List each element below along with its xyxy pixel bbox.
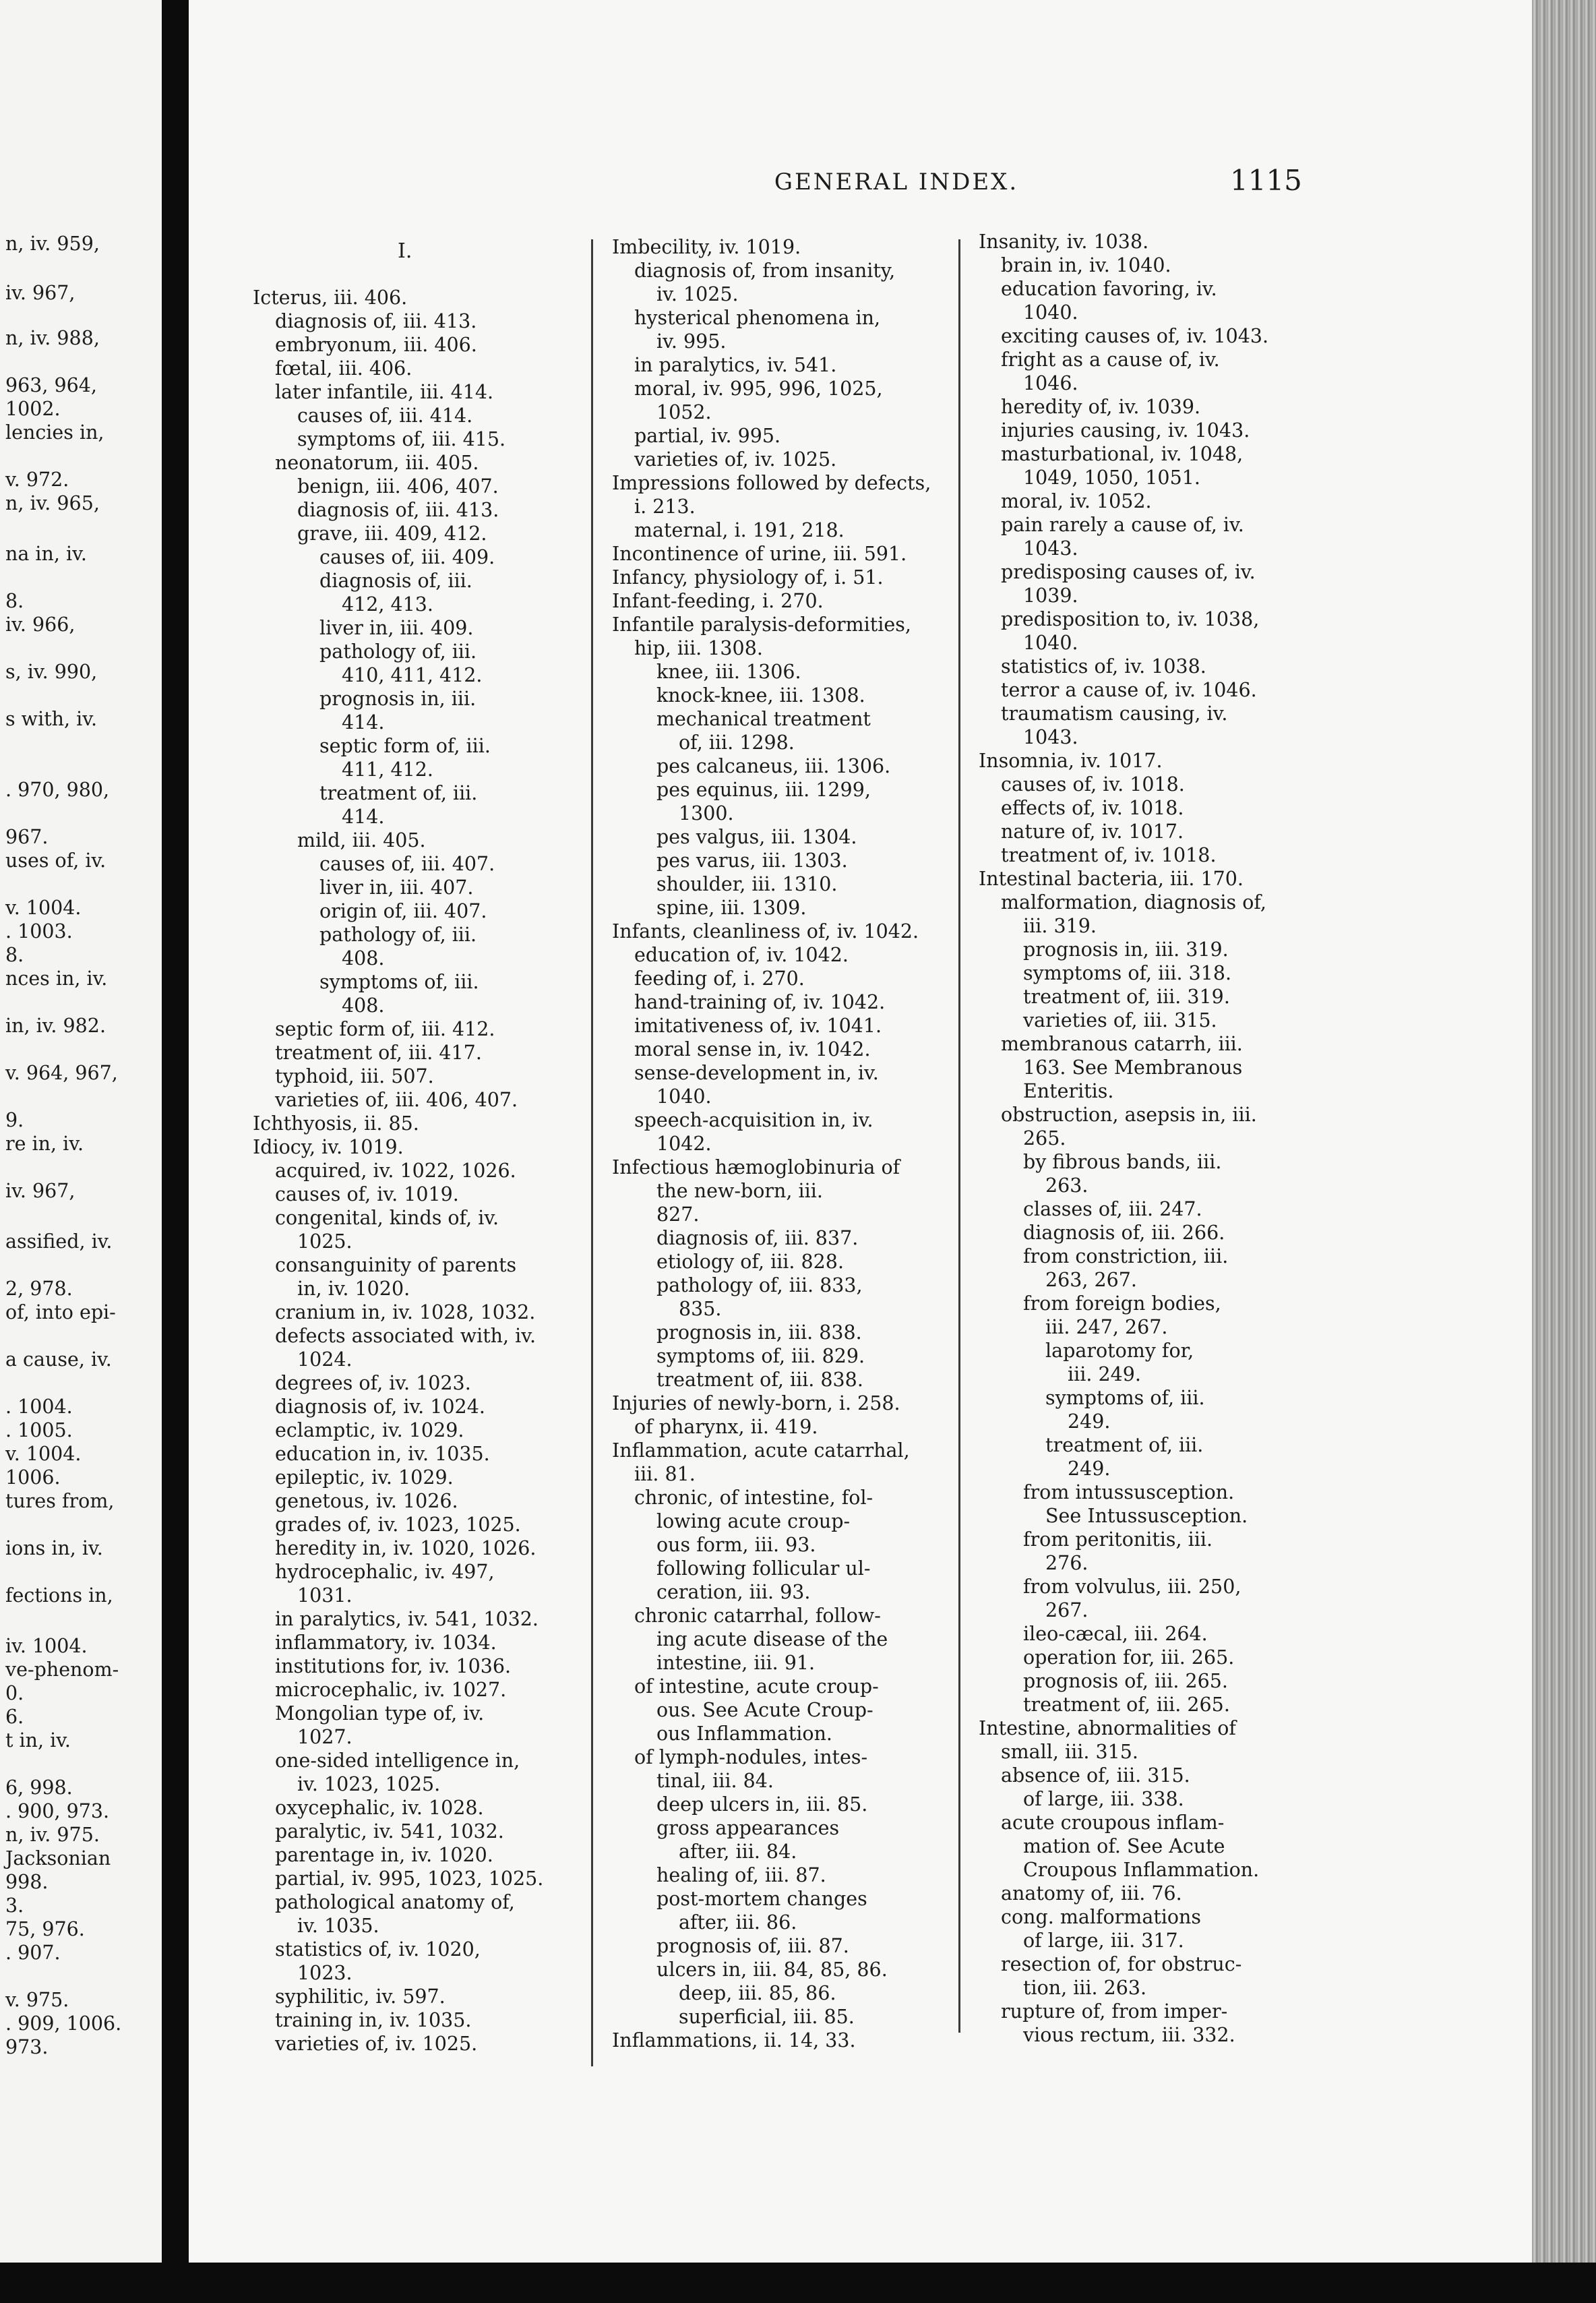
index-entry: 414. [342, 711, 385, 734]
index-entry: oxycephalic, iv. 1028. [275, 1797, 484, 1819]
index-entry: spine, iii. 1309. [656, 897, 807, 919]
facing-page-fragment: . 900, 973. [5, 1800, 110, 1822]
index-entry: in paralytics, iv. 541, 1032. [275, 1608, 539, 1630]
index-entry: Impressions followed by defects, [612, 472, 931, 494]
facing-page-fragment: na in, iv. [5, 543, 87, 565]
index-entry: heredity of, iv. 1039. [1001, 396, 1201, 418]
index-entry: 1031. [297, 1584, 352, 1607]
index-entry: symptoms of, iii. [1045, 1387, 1205, 1409]
index-entry: prognosis of, iii. 87. [656, 1935, 849, 1957]
index-entry: 1040. [1023, 301, 1078, 324]
facing-page-fragment: v. 1004. [5, 897, 82, 919]
index-entry: iii. 81. [634, 1463, 696, 1485]
facing-page-fragment: 963, 964, [5, 374, 97, 396]
index-entry: Idiocy, iv. 1019. [253, 1136, 404, 1158]
index-entry: sense-development in, iv. [634, 1062, 879, 1084]
index-entry: treatment of, iii. 319. [1023, 986, 1230, 1008]
facing-page-fragment: v. 1004. [5, 1443, 82, 1465]
index-entry: operation for, iii. 265. [1023, 1646, 1235, 1669]
index-entry: etiology of, iii. 828. [656, 1251, 845, 1273]
facing-page-fragment: n, iv. 988, [5, 327, 100, 349]
index-entry: Insomnia, iv. 1017. [979, 750, 1163, 772]
facing-page-fragment: iv. 966, [5, 614, 75, 636]
index-entry: varieties of, iv. 1025. [634, 448, 837, 471]
index-entry: ing acute disease of the [656, 1628, 888, 1650]
index-entry: pes calcaneus, iii. 1306. [656, 755, 891, 777]
index-entry: ceration, iii. 93. [656, 1581, 811, 1603]
index-entry: hand-training of, iv. 1042. [634, 991, 886, 1013]
index-entry: causes of, iii. 414. [297, 405, 473, 427]
section-letter: I. [398, 239, 412, 263]
index-entry: pathology of, iii. [319, 640, 477, 663]
index-entry: mation of. See Acute [1023, 1835, 1225, 1857]
index-entry: Infectious hæmoglobinuria of [612, 1156, 900, 1178]
index-entry: embryonum, iii. 406. [275, 334, 477, 356]
index-entry: maternal, i. 191, 218. [634, 519, 845, 541]
index-entry: treatment of, iii. 838. [656, 1369, 863, 1391]
index-entry: Enteritis. [1023, 1080, 1114, 1102]
index-entry: 249. [1068, 1410, 1111, 1433]
index-entry: shoulder, iii. 1310. [656, 873, 838, 895]
index-entry: 835. [679, 1298, 722, 1320]
index-entry: 827. [656, 1203, 700, 1226]
index-entry: from volvulus, iii. 250, [1023, 1576, 1241, 1598]
index-entry: obstruction, asepsis in, iii. [1001, 1104, 1257, 1126]
index-entry: following follicular ul- [656, 1557, 871, 1580]
index-entry: ileo-cæcal, iii. 264. [1023, 1623, 1208, 1645]
index-entry: feeding of, i. 270. [634, 967, 805, 990]
facing-page-fragment: iv. 1004. [5, 1635, 88, 1657]
index-entry: moral, iv. 995, 996, 1025, [634, 378, 883, 400]
index-entry: iv. 1025. [656, 283, 739, 305]
index-entry: pain rarely a cause of, iv. [1001, 514, 1244, 536]
index-entry: eclamptic, iv. 1029. [275, 1419, 464, 1441]
index-entry: Injuries of newly-born, i. 258. [612, 1392, 900, 1414]
index-entry: Insanity, iv. 1038. [979, 231, 1149, 253]
index-entry: laparotomy for, [1045, 1340, 1194, 1362]
facing-page-fragment: s with, iv. [5, 708, 98, 730]
index-entry: Infantile paralysis-deformities, [612, 614, 911, 636]
index-entry: treatment of, iii. 417. [275, 1042, 482, 1064]
index-entry: predisposition to, iv. 1038, [1001, 608, 1260, 630]
index-entry: the new-born, iii. [656, 1180, 823, 1202]
index-entry: 1052. [656, 401, 712, 423]
index-entry: rupture of, from imper- [1001, 2000, 1228, 2023]
index-entry: ous. See Acute Croup- [656, 1699, 873, 1721]
index-entry: iv. 1023, 1025. [297, 1773, 441, 1795]
index-entry: terror a cause of, iv. 1046. [1001, 679, 1257, 701]
facing-page-fragment: ions in, iv. [5, 1537, 103, 1559]
index-entry: knee, iii. 1306. [656, 661, 801, 683]
facing-page-fragment: ve-phenom- [5, 1658, 119, 1681]
index-entry: Incontinence of urine, iii. 591. [612, 543, 907, 565]
index-entry: 1040. [656, 1085, 712, 1108]
index-entry: 1027. [297, 1726, 352, 1748]
index-entry: effects of, iv. 1018. [1001, 797, 1184, 819]
index-entry: 1049, 1050, 1051. [1023, 467, 1200, 489]
book-gutter [162, 0, 189, 2303]
index-entry: diagnosis of, iv. 1024. [275, 1396, 485, 1418]
facing-page-fragment: tures from, [5, 1490, 115, 1512]
index-entry: pathology of, iii. [319, 924, 477, 946]
index-entry: traumatism causing, iv. [1001, 702, 1228, 725]
facing-page-fragment: nces in, iv. [5, 967, 108, 990]
index-entry: 412, 413. [342, 593, 433, 616]
index-entry: Intestine, abnormalities of [979, 1717, 1236, 1739]
facing-page-fragment: . 970, 980, [5, 779, 110, 801]
index-entry: pathology of, iii. 833, [656, 1274, 863, 1296]
index-entry: 249. [1068, 1458, 1111, 1480]
index-entry: later infantile, iii. 414. [275, 381, 494, 403]
index-entry: 411, 412. [342, 758, 433, 781]
index-entry: chronic catarrhal, follow- [634, 1605, 881, 1627]
index-entry: varieties of, iii. 315. [1023, 1009, 1217, 1031]
index-entry: genetous, iv. 1026. [275, 1490, 458, 1512]
index-entry: consanguinity of parents [275, 1254, 517, 1276]
facing-page-fragment: 3. [5, 1894, 24, 1917]
facing-page-fragment: s, iv. 990, [5, 661, 98, 683]
facing-page-fragment: iv. 967, [5, 1180, 75, 1202]
index-entry: pes equinus, iii. 1299, [656, 779, 871, 801]
index-entry: iii. 249. [1068, 1363, 1141, 1385]
index-entry: 410, 411, 412. [342, 664, 483, 686]
index-entry: Inflammation, acute catarrhal, [612, 1439, 910, 1462]
index-entry: prognosis in, iii. 838. [656, 1321, 862, 1344]
facing-page-fragment: 998. [5, 1871, 49, 1893]
index-entry: statistics of, iv. 1020, [275, 1938, 481, 1961]
index-entry: varieties of, iv. 1025. [275, 2033, 478, 2055]
index-entry: diagnosis of, iii. 837. [656, 1227, 859, 1249]
facing-page-fragment: 0. [5, 1682, 24, 1704]
index-entry: Icterus, iii. 406. [253, 287, 408, 309]
index-entry: varieties of, iii. 406, 407. [275, 1089, 518, 1111]
index-entry: microcephalic, iv. 1027. [275, 1679, 507, 1701]
index-entry: 1043. [1023, 726, 1078, 748]
index-entry: ous form, iii. 93. [656, 1534, 816, 1556]
index-entry: 1300. [679, 802, 734, 825]
facing-page-fragment: 6. [5, 1706, 24, 1728]
index-entry: 1042. [656, 1133, 712, 1155]
index-entry: paralytic, iv. 541, 1032. [275, 1820, 504, 1843]
index-entry: treatment of, iii. [1045, 1434, 1204, 1456]
facing-page-fragment: a cause, iv. [5, 1348, 112, 1371]
facing-page-fragment: n, iv. 975. [5, 1824, 100, 1846]
index-entry: iv. 995. [656, 330, 727, 353]
facing-page-fragment: . 909, 1006. [5, 2012, 122, 2035]
index-entry: superficial, iii. 85. [679, 2006, 855, 2028]
index-entry: degrees of, iv. 1023. [275, 1372, 471, 1394]
index-entry: prognosis in, iii. 319. [1023, 938, 1229, 961]
index-entry: statistics of, iv. 1038. [1001, 655, 1206, 678]
index-entry: of pharynx, ii. 419. [634, 1416, 818, 1438]
index-entry: Ichthyosis, ii. 85. [253, 1112, 419, 1135]
index-entry: hip, iii. 1308. [634, 637, 763, 659]
facing-page-fragment: . 907. [5, 1942, 61, 1964]
index-entry: Infants, cleanliness of, iv. 1042. [612, 920, 919, 943]
index-entry: typhoid, iii. 507. [275, 1065, 434, 1087]
facing-page-fragment: 75, 976. [5, 1918, 85, 1940]
facing-page-fragment: Jacksonian [5, 1847, 111, 1870]
index-entry: liver in, iii. 409. [319, 617, 474, 639]
index-entry: acquired, iv. 1022, 1026. [275, 1160, 516, 1182]
facing-page-fragment: lencies in, [5, 421, 104, 444]
index-entry: of intestine, acute croup- [634, 1675, 879, 1698]
facing-page-fragment: t in, iv. [5, 1729, 71, 1752]
index-entry: inflammatory, iv. 1034. [275, 1632, 497, 1654]
index-entry: hysterical phenomena in, [634, 307, 881, 329]
index-entry: treatment of, iii. 265. [1023, 1694, 1230, 1716]
index-entry: classes of, iii. 247. [1023, 1198, 1202, 1220]
facing-page-fragment: 1006. [5, 1466, 61, 1489]
index-entry: education of, iv. 1042. [634, 944, 849, 966]
index-entry: predisposing causes of, iv. [1001, 561, 1256, 583]
index-entry: diagnosis of, iii. 413. [275, 310, 477, 332]
index-page [189, 0, 1532, 2263]
index-entry: origin of, iii. 407. [319, 900, 487, 922]
index-entry: of lymph-nodules, intes- [634, 1746, 868, 1768]
facing-page-fragment: . 1004. [5, 1396, 73, 1418]
index-entry: 1025. [297, 1230, 352, 1253]
index-entry: small, iii. 315. [1001, 1741, 1138, 1763]
facing-page-fragment: of, into epi- [5, 1301, 116, 1323]
facing-page-fragment: 6, 998. [5, 1776, 73, 1799]
index-entry: defects associated with, iv. [275, 1325, 536, 1347]
index-entry: intestine, iii. 91. [656, 1652, 816, 1674]
index-entry: syphilitic, iv. 597. [275, 1985, 446, 2008]
index-entry: of large, iii. 317. [1023, 1930, 1184, 1952]
index-entry: causes of, iv. 1019. [275, 1183, 459, 1205]
index-entry: education in, iv. 1035. [275, 1443, 490, 1465]
index-entry: iii. 319. [1023, 915, 1097, 937]
index-entry: 1040. [1023, 632, 1078, 654]
index-entry: diagnosis of, iii. [319, 570, 472, 592]
facing-page-fragment: re in, iv. [5, 1133, 84, 1155]
index-entry: heredity in, iv. 1020, 1026. [275, 1537, 536, 1559]
index-entry: injuries causing, iv. 1043. [1001, 419, 1250, 442]
index-entry: causes of, iv. 1018. [1001, 773, 1185, 796]
index-entry: ous Inflammation. [656, 1723, 832, 1745]
facing-page-fragment: 8. [5, 590, 24, 612]
index-entry: tinal, iii. 84. [656, 1770, 774, 1792]
index-entry: malformation, diagnosis of, [1001, 891, 1266, 914]
index-entry: 414. [342, 806, 385, 828]
index-entry: lowing acute croup- [656, 1510, 851, 1532]
index-entry: prognosis in, iii. [319, 688, 477, 710]
index-entry: mechanical treatment [656, 708, 871, 730]
index-entry: diagnosis of, from insanity, [634, 260, 896, 282]
index-entry: knock-knee, iii. 1308. [656, 684, 865, 707]
index-entry: masturbational, iv. 1048, [1001, 443, 1244, 465]
index-entry: absence of, iii. 315. [1001, 1764, 1190, 1787]
index-entry: 408. [342, 947, 385, 969]
index-entry: diagnosis of, iii. 266. [1023, 1222, 1225, 1244]
index-entry: septic form of, iii. 412. [275, 1018, 495, 1040]
index-entry: symptoms of, iii. 829. [656, 1345, 865, 1367]
index-entry: grave, iii. 409, 412. [297, 522, 487, 545]
index-entry: deep ulcers in, iii. 85. [656, 1793, 868, 1816]
facing-page-fragment: in, iv. 982. [5, 1015, 106, 1037]
index-entry: 263. [1045, 1174, 1088, 1197]
index-entry: partial, iv. 995. [634, 425, 781, 447]
index-entry: pes valgus, iii. 1304. [656, 826, 857, 848]
facing-page-fragment: v. 964, 967, [5, 1062, 118, 1084]
facing-page [0, 0, 162, 2303]
index-entry: speech-acquisition in, iv. [634, 1109, 873, 1131]
index-entry: grades of, iv. 1023, 1025. [275, 1514, 521, 1536]
index-entry: treatment of, iii. [319, 782, 478, 804]
index-entry: Mongolian type of, iv. [275, 1702, 485, 1725]
index-entry: causes of, iii. 407. [319, 853, 495, 875]
index-entry: acute croupous inflam- [1001, 1812, 1225, 1834]
index-entry: congenital, kinds of, iv. [275, 1207, 499, 1229]
column-rule [958, 239, 960, 2033]
page-edges [1532, 0, 1596, 2303]
index-entry: from constriction, iii. [1023, 1245, 1229, 1267]
running-title: GENERAL INDEX. [774, 169, 1019, 196]
index-entry: diagnosis of, iii. 413. [297, 499, 499, 521]
index-entry: tion, iii. 263. [1023, 1977, 1147, 1999]
index-entry: cong. malformations [1001, 1906, 1202, 1928]
facing-page-fragment: v. 972. [5, 469, 69, 491]
index-entry: 267. [1045, 1599, 1088, 1621]
index-entry: neonatorum, iii. 405. [275, 452, 479, 474]
index-entry: fœtal, iii. 406. [275, 357, 412, 380]
index-entry: brain in, iv. 1040. [1001, 254, 1171, 276]
index-entry: nature of, iv. 1017. [1001, 820, 1184, 843]
index-entry: partial, iv. 995, 1023, 1025. [275, 1867, 544, 1890]
index-entry: Infant-feeding, i. 270. [612, 590, 824, 612]
index-entry: pathological anatomy of, [275, 1891, 515, 1913]
facing-page-fragment: 967. [5, 826, 49, 848]
facing-page-fragment: n, iv. 965, [5, 492, 100, 514]
index-entry: of, iii. 1298. [679, 731, 795, 754]
index-entry: iii. 247, 267. [1045, 1316, 1168, 1338]
index-entry: exciting causes of, iv. 1043. [1001, 325, 1269, 347]
index-entry: one-sided intelligence in, [275, 1749, 520, 1772]
index-entry: moral, iv. 1052. [1001, 490, 1152, 512]
index-entry: 263, 267. [1045, 1269, 1137, 1291]
index-entry: from foreign bodies, [1023, 1292, 1221, 1315]
index-entry: 265. [1023, 1127, 1066, 1149]
index-entry: moral sense in, iv. 1042. [634, 1038, 871, 1060]
facing-page-fragment: . 1005. [5, 1419, 73, 1441]
index-entry: after, iii. 86. [679, 1911, 797, 1934]
index-entry: benign, iii. 406, 407. [297, 475, 499, 498]
index-entry: Infancy, physiology of, i. 51. [612, 566, 884, 589]
facing-page-fragment: n, iv. 959, [5, 233, 100, 255]
index-entry: See Intussusception. [1045, 1505, 1248, 1527]
index-entry: by fibrous bands, iii. [1023, 1151, 1222, 1173]
index-entry: mild, iii. 405. [297, 829, 426, 851]
column-rule [591, 239, 593, 2066]
index-entry: 1023. [297, 1962, 352, 1984]
index-entry: after, iii. 84. [679, 1841, 797, 1863]
index-entry: Intestinal bacteria, iii. 170. [979, 868, 1244, 890]
index-entry: 1043. [1023, 537, 1078, 560]
facing-page-fragment: 973. [5, 2036, 49, 2058]
index-entry: gross appearances [656, 1817, 840, 1839]
index-entry: 408. [342, 994, 385, 1017]
index-entry: of large, iii. 338. [1023, 1788, 1184, 1810]
index-entry: 276. [1045, 1552, 1088, 1574]
index-entry: epileptic, iv. 1029. [275, 1466, 454, 1489]
facing-page-fragment: 2, 978. [5, 1278, 73, 1300]
index-entry: resection of, for obstruc- [1001, 1953, 1242, 1975]
index-entry: Imbecility, iv. 1019. [612, 236, 801, 258]
index-entry: fright as a cause of, iv. [1001, 349, 1220, 371]
index-entry: membranous catarrh, iii. [1001, 1033, 1243, 1055]
index-entry: hydrocephalic, iv. 497, [275, 1561, 495, 1583]
index-entry: 1024. [297, 1348, 352, 1371]
facing-page-fragment: assified, iv. [5, 1230, 113, 1253]
index-entry: Inflammations, ii. 14, 33. [612, 2029, 856, 2052]
index-entry: 1039. [1023, 585, 1078, 607]
index-entry: treatment of, iv. 1018. [1001, 844, 1217, 866]
index-entry: 1046. [1023, 372, 1078, 394]
facing-page-fragment: 8. [5, 944, 24, 966]
index-entry: causes of, iii. 409. [319, 546, 495, 568]
index-entry: symptoms of, iii. 415. [297, 428, 506, 450]
facing-page-fragment: v. 975. [5, 1989, 69, 2011]
index-entry: deep, iii. 85, 86. [679, 1982, 836, 2004]
index-entry: in, iv. 1020. [297, 1278, 410, 1300]
index-entry: iv. 1035. [297, 1915, 379, 1937]
index-entry: post-mortem changes [656, 1888, 867, 1910]
index-entry: pes varus, iii. 1303. [656, 849, 848, 872]
index-entry: symptoms of, iii. 318. [1023, 962, 1232, 984]
index-entry: ulcers in, iii. 84, 85, 86. [656, 1958, 888, 1981]
facing-page-fragment: 1002. [5, 398, 61, 420]
index-entry: liver in, iii. 407. [319, 876, 474, 899]
facing-page-fragment: 9. [5, 1109, 24, 1131]
index-entry: in paralytics, iv. 541. [634, 354, 837, 376]
facing-page-fragment: fections in, [5, 1584, 113, 1607]
index-entry: parentage in, iv. 1020. [275, 1844, 493, 1866]
index-entry: vious rectum, iii. 332. [1023, 2024, 1235, 2046]
index-entry: Croupous Inflammation. [1023, 1859, 1260, 1881]
facing-page-fragment: iv. 967, [5, 282, 75, 304]
facing-page-fragment: uses of, iv. [5, 849, 106, 872]
index-entry: 163. See Membranous [1023, 1056, 1243, 1079]
index-entry: institutions for, iv. 1036. [275, 1655, 512, 1677]
index-entry: septic form of, iii. [319, 735, 491, 757]
page-number: 1115 [1230, 164, 1302, 197]
scan-border [0, 2263, 1596, 2303]
index-entry: imitativeness of, iv. 1041. [634, 1015, 882, 1037]
index-entry: education favoring, iv. [1001, 278, 1217, 300]
index-entry: healing of, iii. 87. [656, 1864, 826, 1886]
index-entry: chronic, of intestine, fol- [634, 1487, 873, 1509]
index-entry: prognosis of, iii. 265. [1023, 1670, 1228, 1692]
index-entry: cranium in, iv. 1028, 1032. [275, 1301, 536, 1323]
index-entry: from peritonitis, iii. [1023, 1528, 1213, 1551]
index-entry: i. 213. [634, 496, 696, 518]
index-entry: symptoms of, iii. [319, 971, 479, 993]
index-entry: training in, iv. 1035. [275, 2009, 472, 2031]
index-entry: anatomy of, iii. 76. [1001, 1882, 1182, 1905]
facing-page-fragment: . 1003. [5, 920, 73, 943]
index-entry: from intussusception. [1023, 1481, 1235, 1503]
